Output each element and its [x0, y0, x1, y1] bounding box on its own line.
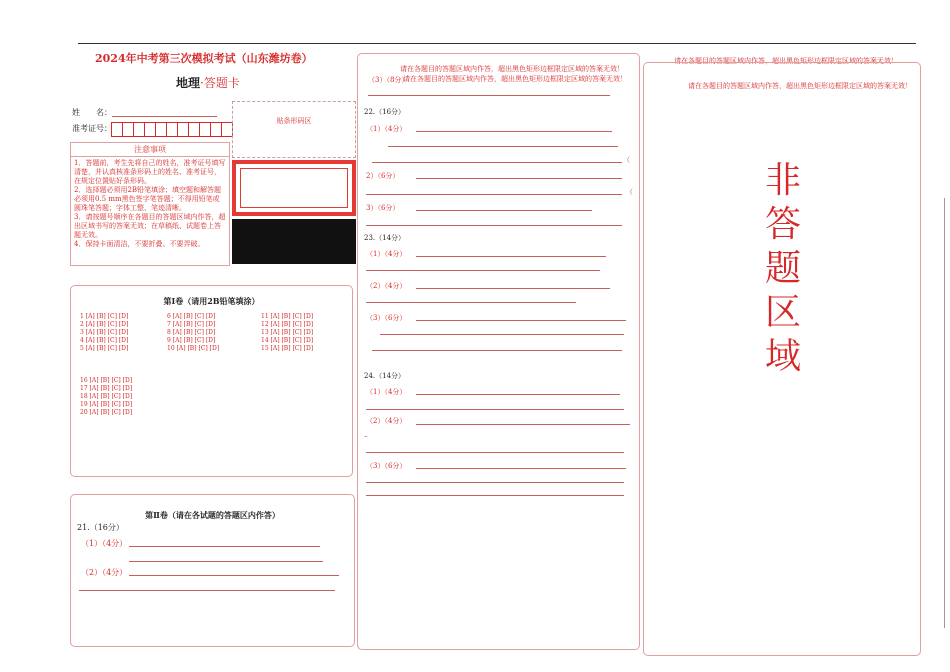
answer-line[interactable] [366, 302, 576, 303]
non-answer-char: 非 [764, 160, 801, 201]
mc-item[interactable]: 7 [A] [B] [C] [D] [167, 321, 216, 328]
q24-3-label: （3）（6分） [366, 462, 407, 470]
answer-line[interactable] [366, 452, 624, 453]
middle-warning: 请在各题目的答题区域内作答，超出黑色矩形边框限定区域的答案无效！ [400, 65, 624, 73]
middle-box [357, 53, 640, 650]
q21-1-label: （1）（4分） [81, 539, 128, 548]
q23-1-label: （1）（4分） [366, 250, 407, 258]
correct-fill-example [232, 160, 356, 216]
answer-line[interactable] [416, 131, 612, 132]
right-box [643, 62, 921, 656]
mc-item[interactable]: 11 [A] [B] [C] [D] [261, 313, 314, 320]
notice-item: 1．答题前，考生先将自己的姓名，准考证号填写清楚，并认真核准条形码上的姓名、准考证号，在规定位置贴好条形码。 [74, 159, 226, 185]
answer-line[interactable] [416, 320, 626, 321]
mc-item[interactable]: 12 [A] [B] [C] [D] [261, 321, 314, 328]
answer-line[interactable] [129, 561, 323, 562]
notice-item: 3．请按题号顺序在各题目的答题区域内作答，超出区域书写的答案无效；在草稿纸、试题卷上答题无效。 [74, 213, 226, 239]
answer-line[interactable] [416, 210, 592, 211]
mc-item[interactable]: 1 [A] [B] [C] [D] [80, 313, 129, 320]
answer-line[interactable] [366, 270, 600, 271]
mc-item[interactable]: 15 [A] [B] [C] [D] [261, 345, 314, 352]
answer-line[interactable] [416, 288, 610, 289]
q22-label: 22.（16分） [364, 108, 406, 116]
mc-item[interactable]: 9 [A] [B] [C] [D] [167, 337, 216, 344]
subject-card: ·答题卡 [200, 76, 240, 90]
q22-1-label: （1）（4分） [366, 125, 407, 133]
q24-2-label: （2）（4分） [366, 417, 407, 425]
middle-warning-overlap: 请在各题目的答题区域内作答，超出黑色矩形边框限定区域的答案无效！ [403, 75, 627, 83]
top-rule [78, 43, 916, 44]
mc-item[interactable]: 8 [A] [B] [C] [D] [167, 329, 216, 336]
answer-line[interactable] [129, 575, 339, 576]
mc-item[interactable]: 4 [A] [B] [C] [D] [80, 337, 129, 344]
name-label: 姓 名： [72, 108, 112, 117]
mc-item[interactable]: 18 [A] [B] [C] [D] [80, 393, 133, 400]
q21-label: 21.（16分） [77, 523, 124, 532]
notice-title: 注意事项 [71, 143, 229, 157]
notice-box [70, 142, 230, 266]
id-label: 准考证号： [72, 124, 112, 133]
q24-label: 24.（14分） [364, 372, 406, 380]
q23-3-label: （3）（6分） [366, 314, 407, 322]
answer-line[interactable] [368, 95, 610, 96]
answer-line[interactable] [416, 256, 606, 257]
part2-title: 第Ⅱ卷（请在各试题的答题区内作答） [145, 510, 280, 520]
answer-line[interactable] [388, 146, 618, 147]
answer-line[interactable] [366, 482, 624, 483]
right-edge-rule [944, 198, 945, 628]
notice-item: 2．选择题必须用2B铅笔填涂；填空题和解答题必须用0.5 mm黑色签字笔答题；不得用铅笔或圆珠笔答题；字体工整、笔迹清晰。 [74, 186, 222, 212]
answer-line[interactable] [79, 590, 335, 591]
part1-title: 第Ⅰ卷（请用2B铅笔填涂） [163, 296, 260, 306]
paren-mark: （ [623, 156, 630, 164]
name-field[interactable] [112, 116, 217, 117]
right-warning-top: 请在各题目的答题区域内作答，超出黑色矩形边框限定区域的答案无效！ [674, 57, 898, 65]
q22-2-label: 2）（6分） [366, 172, 400, 180]
right-warning: 请在各题目的答题区域内作答，超出黑色矩形边框限定区域的答案无效！ [688, 82, 912, 90]
answer-line[interactable] [416, 178, 622, 179]
q23-2-label: （2）（4分） [366, 282, 407, 290]
non-answer-area [760, 159, 806, 379]
answer-line[interactable] [366, 409, 624, 410]
barcode-label: 贴条形码区 [276, 117, 312, 125]
mc-item[interactable]: 16 [A] [B] [C] [D] [80, 377, 133, 384]
mc-item[interactable]: 2 [A] [B] [C] [D] [80, 321, 129, 328]
q23-label: 23.（14分） [364, 234, 406, 242]
answer-line[interactable] [366, 225, 622, 226]
q21-2-label: （2）（4分） [81, 568, 128, 577]
mc-item[interactable]: 6 [A] [B] [C] [D] [167, 313, 216, 320]
id-boxes[interactable] [111, 122, 233, 137]
part2-box [70, 494, 355, 647]
mc-item[interactable]: 3 [A] [B] [C] [D] [80, 329, 129, 336]
non-answer-char: 答 [764, 204, 801, 245]
answer-line[interactable] [366, 194, 622, 195]
non-answer-char: 域 [764, 336, 801, 377]
exam-title: 2024年中考第三次模拟考试（山东潍坊卷） [95, 52, 313, 65]
mc-item[interactable]: 17 [A] [B] [C] [D] [80, 385, 133, 392]
q22-3-label: 3）（6分） [366, 204, 400, 212]
notice-item: 4．保持卡面清洁，不要折叠、不要弄破。 [74, 240, 205, 248]
answer-line[interactable] [416, 468, 626, 469]
black-block [232, 219, 356, 264]
subject-name: 地理 [176, 76, 201, 90]
part1-box [70, 285, 353, 477]
subject-title [176, 74, 240, 91]
mc-item[interactable]: 5 [A] [B] [C] [D] [80, 345, 129, 352]
answer-line[interactable] [416, 424, 630, 425]
answer-line[interactable] [366, 495, 624, 496]
mc-item[interactable]: 13 [A] [B] [C] [D] [261, 329, 314, 336]
q24-1-label: （1）（4分） [366, 388, 407, 396]
mc-item[interactable]: 10 [A] [B] [C] [D] [167, 345, 220, 352]
answer-line[interactable] [416, 394, 620, 395]
answer-line[interactable] [372, 162, 622, 163]
non-answer-char: 区 [764, 292, 801, 333]
answer-line[interactable] [129, 546, 320, 547]
answer-line[interactable] [372, 350, 622, 351]
mc-item[interactable]: 20 [A] [B] [C] [D] [80, 409, 133, 416]
q21-3-label: （3）（8分） [368, 76, 409, 84]
barcode-area [232, 101, 356, 158]
non-answer-char: 题 [764, 248, 801, 289]
answer-line[interactable] [380, 334, 624, 335]
mc-item[interactable]: 14 [A] [B] [C] [D] [261, 337, 314, 344]
paren-mark: （ [626, 188, 633, 196]
dash-mark: – [364, 432, 368, 440]
mc-item[interactable]: 19 [A] [B] [C] [D] [80, 401, 133, 408]
